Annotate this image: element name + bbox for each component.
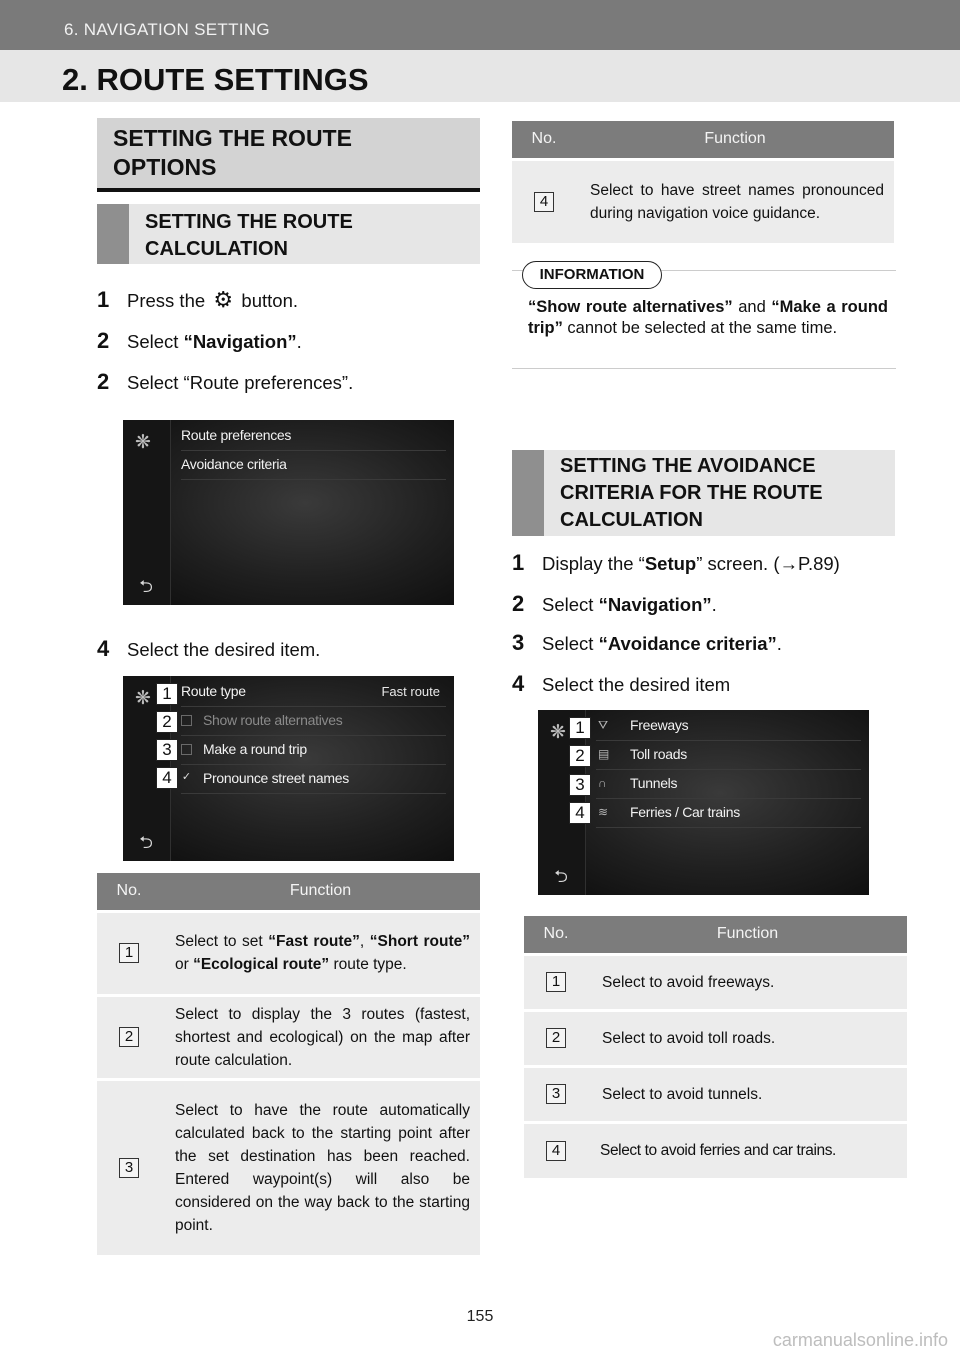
item-number: 1: [546, 972, 566, 992]
menu-row-pronounce-street-names[interactable]: ✓ Pronounce street names: [181, 765, 446, 794]
function-text: Select to have the route automatically calculated back to the starting point after the set destination has been reached. Entered waypoint(s) will also be considered on the way back to the starting point.: [161, 1079, 480, 1255]
subsection-heading-text: SETTING THE ROUTE CALCULATION: [145, 211, 353, 260]
item-number: 2: [546, 1028, 566, 1048]
divider: [512, 368, 896, 369]
menu-row-freeways[interactable]: ⛛ Freeways: [596, 712, 861, 741]
table-row: [97, 1079, 480, 1255]
item-number: 4: [534, 192, 554, 212]
function-text: Select to have street names pronounced during navigation voice guidance.: [576, 159, 894, 243]
watermark: carmanualsonline.info: [772, 1330, 948, 1350]
information-badge: INFORMATION: [522, 261, 662, 289]
section-heading: [97, 118, 480, 192]
callout-4: 4: [156, 767, 178, 789]
back-arrow-icon[interactable]: ⮌: [139, 833, 153, 852]
item-number: 4: [546, 1141, 566, 1161]
menu-row-route-type[interactable]: Route type Fast route: [181, 678, 446, 707]
subsection-heading: [512, 450, 895, 536]
table-row: [524, 1066, 907, 1122]
table-row: [524, 1122, 907, 1178]
table-row: [97, 911, 480, 995]
information-text: “Show route alternatives” and “Make a round trip” cannot be selected at the same time.: [528, 298, 888, 337]
function-text: Select to display the 3 routes (fastest, shortest and ecological) on the map after route calculation.: [161, 995, 480, 1079]
toll-road-icon: ▤: [598, 747, 610, 761]
table-header: No. Function: [512, 121, 894, 159]
table-row: [524, 1010, 907, 1066]
step-4: 4 Select the desired item.: [97, 636, 321, 661]
function-text: Select to avoid ferries and car trains.: [588, 1122, 907, 1178]
avoidance-function-table: [524, 916, 907, 1178]
freeway-icon: ⛛: [598, 718, 609, 732]
page-title: 2. ROUTE SETTINGS: [62, 62, 369, 97]
title-bar: [0, 50, 960, 102]
back-arrow-icon[interactable]: ⮌: [554, 867, 568, 886]
table-header: No. Function: [97, 873, 480, 911]
menu-row-show-route-alternatives[interactable]: Show route alternatives: [181, 707, 446, 736]
route-options-function-table: [97, 873, 480, 1255]
settings-gear-icon: ❋: [135, 688, 151, 709]
subsection-bar: [512, 450, 544, 536]
tunnel-icon: ∩: [598, 776, 607, 790]
menu-row-route-preferences[interactable]: Route preferences: [181, 422, 446, 451]
settings-gear-icon: ❋: [135, 432, 151, 453]
step-3: 3 Select “Avoidance criteria”.: [512, 630, 782, 655]
step-1: 1 Press the ⚙ button.: [97, 287, 299, 312]
route-preferences-screenshot: [123, 420, 454, 605]
callout-4: 4: [569, 802, 591, 824]
callout-3: 3: [156, 739, 178, 761]
step-2: 2 Select “Navigation”.: [97, 328, 302, 353]
back-arrow-icon[interactable]: ⮌: [139, 577, 153, 596]
table-row: [524, 954, 907, 1010]
callout-3: 3: [569, 774, 591, 796]
function-text: Select to avoid tunnels.: [588, 1066, 907, 1122]
menu-row-ferries[interactable]: ≋ Ferries / Car trains: [596, 799, 861, 828]
chapter-label: 6. NAVIGATION SETTING: [64, 20, 270, 39]
settings-gear-icon: ❋: [550, 722, 566, 743]
section-heading-text: SETTING THE ROUTE OPTIONS: [113, 125, 352, 180]
function-text: Select to set “Fast route”, “Short route” or “Ecological route” route type.: [161, 911, 480, 995]
step-3: 2 Select “Route preferences”.: [97, 369, 354, 394]
item-number: 1: [119, 943, 139, 963]
menu-row-make-round-trip[interactable]: Make a round trip: [181, 736, 446, 765]
subsection-heading: [97, 204, 480, 264]
function-text: Select to avoid toll roads.: [588, 1010, 907, 1066]
ferry-icon: ≋: [598, 805, 609, 819]
page-number: 155: [466, 1308, 494, 1325]
item-number: 2: [119, 1027, 139, 1047]
table-row: [97, 995, 480, 1079]
chapter-bar: [0, 0, 960, 50]
menu-row-tunnels[interactable]: ∩ Tunnels: [596, 770, 861, 799]
subsection-heading-text: SETTING THE AVOIDANCE CRITERIA FOR THE ROUTE CALCULATION: [560, 455, 823, 531]
table-row: [512, 159, 894, 243]
callout-1: 1: [156, 683, 178, 705]
menu-row-toll-roads[interactable]: ▤ Toll roads: [596, 741, 861, 770]
setup-gear-icon: ⚙: [213, 287, 234, 312]
callout-1: 1: [569, 717, 591, 739]
subsection-bar: [97, 204, 129, 264]
item-number: 3: [119, 1158, 139, 1178]
checkmark-icon: ✓: [181, 771, 192, 783]
street-names-function-table: [512, 121, 894, 243]
checkbox-icon: [181, 715, 192, 726]
table-header: No. Function: [524, 916, 907, 954]
menu-row-avoidance-criteria[interactable]: Avoidance criteria: [181, 451, 446, 480]
item-number: 3: [546, 1084, 566, 1104]
function-text: Select to avoid freeways.: [588, 954, 907, 1010]
step-1: 1 Display the “Setup” screen. (→P.89): [512, 550, 840, 575]
step-2: 2 Select “Navigation”.: [512, 591, 717, 616]
step-4: 4 Select the desired item: [512, 671, 731, 696]
callout-2: 2: [156, 711, 178, 733]
callout-2: 2: [569, 745, 591, 767]
checkbox-icon: [181, 744, 192, 755]
